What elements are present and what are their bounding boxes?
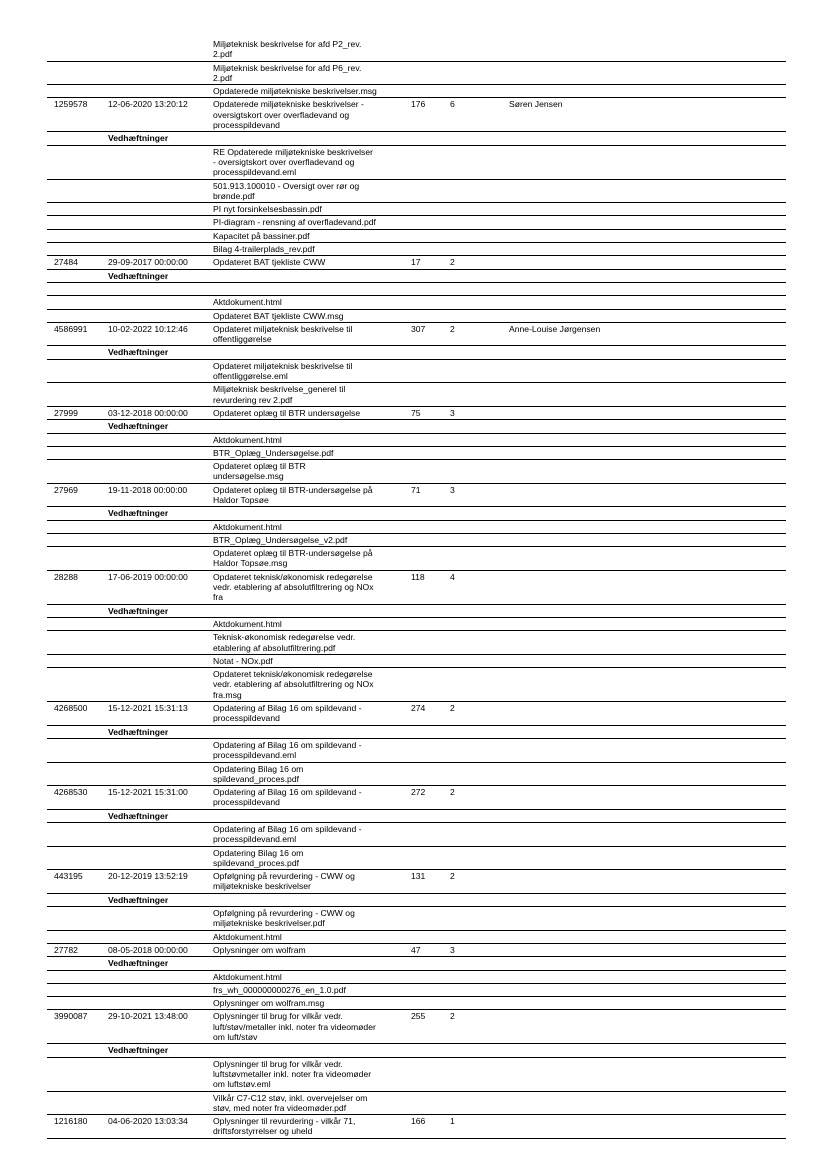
- attachment-filename: Opdatering af Bilag 16 om spildevand - processpildevand.eml: [213, 824, 362, 845]
- attachments-header-row: [47, 270, 786, 283]
- attachment-row: [47, 931, 786, 944]
- attachment-filename: Miljøteknisk beskrivelse for afd P2_rev. 2.pdf: [213, 39, 362, 60]
- document-id: 4268500: [54, 703, 88, 714]
- page-count: 307: [411, 323, 426, 334]
- attachment-row: [47, 243, 786, 256]
- attachments-header-row: [47, 726, 786, 739]
- attachment-filename: Opdateret oplæg til BTR-undersøgelse på Haldor Topsøe.msg: [213, 548, 373, 569]
- attachments-label: Vedhæftninger: [108, 810, 169, 821]
- case-officer: Anne-Louise Jørgensen: [509, 323, 601, 334]
- attachment-filename: Miljøteknisk beskrivelse_generel til revurdering rev 2.pdf: [213, 384, 346, 405]
- document-row: [47, 1115, 786, 1139]
- document-title: Opdateret BAT tjekliste CWW: [213, 257, 326, 268]
- attachments-label: Vedhæftninger: [108, 1045, 169, 1056]
- attachment-filename: PI nyt forsinkelsesbassin.pdf: [213, 204, 322, 215]
- attachment-filename: Opfølgning på revurdering - CWW og miljøtekniske beskrivelser.pdf: [213, 908, 355, 929]
- attachment-filename: Aktdokument.html: [213, 434, 282, 445]
- document-title: Opdateret oplæg til BTR undersøgelse: [213, 407, 361, 418]
- attachments-label: Vedhæftninger: [108, 605, 169, 616]
- attachments-label: Vedhæftninger: [108, 133, 169, 144]
- attachment-row: [47, 434, 786, 447]
- document-date: 15-12-2021 15:31:00: [108, 787, 188, 798]
- attachment-count: 2: [450, 1011, 455, 1022]
- attachment-filename: Oplysninger om wolfram.msg: [213, 998, 325, 1009]
- attachment-row: [47, 360, 786, 384]
- document-id: 443195: [54, 871, 83, 882]
- attachment-filename: Aktdokument.html: [213, 521, 282, 532]
- attachments-header-row: [47, 1044, 786, 1057]
- document-date: 15-12-2021 15:31:13: [108, 703, 188, 714]
- attachments-header-row: [47, 420, 786, 433]
- document-title: Oplysninger til revurdering - vilkår 71, driftsforstyrrelser og uheld: [213, 1116, 356, 1137]
- attachment-row: [47, 521, 786, 534]
- attachments-header-row: [47, 810, 786, 823]
- attachment-filename: Vilkår C7-C12 støv, inkl. overvejelser om støv, med noter fra videomøder.pdf: [213, 1092, 368, 1113]
- document-title: Oplysninger om wolfram: [213, 944, 306, 955]
- attachments-label: Vedhæftninger: [108, 421, 169, 432]
- document-date: 08-05-2018 00:00:00: [108, 944, 188, 955]
- attachment-count: 3: [450, 407, 455, 418]
- attachment-row: [47, 62, 786, 86]
- attachment-row: [47, 631, 786, 655]
- document-date: 19-11-2018 00:00:00: [108, 484, 188, 495]
- page-count: 118: [411, 571, 425, 582]
- document-id: 27782: [54, 944, 78, 955]
- attachment-row: [47, 180, 786, 204]
- attachments-label: Vedhæftninger: [108, 958, 169, 969]
- attachment-filename: BTR_Oplæg_Undersøgelse.pdf: [213, 447, 334, 458]
- attachment-row: [47, 85, 786, 98]
- page-count: 131: [411, 871, 426, 882]
- document-date: 17-06-2019 00:00:00: [108, 571, 188, 582]
- attachment-filename: Aktdokument.html: [213, 618, 282, 629]
- page-count: 75: [411, 407, 421, 418]
- attachment-filename: Opdatering Bilag 16 om spildevand_proces.pdf: [213, 763, 304, 784]
- document-title: Opdaterede miljøtekniske beskrivelser - oversigtskort over overfladevand og processpildevand: [213, 99, 364, 131]
- attachment-filename: BTR_Oplæg_Undersøgelse_v2.pdf: [213, 534, 348, 545]
- document-row: [47, 944, 786, 957]
- attachment-count: 2: [450, 871, 455, 882]
- attachment-filename: Aktdokument.html: [213, 931, 282, 942]
- attachment-row: [47, 823, 786, 847]
- attachment-filename: Oplysninger til brug for vilkår vedr. luftstøvmetaller inkl. noter fra videomøder om luftstøv.eml: [213, 1058, 372, 1090]
- attachment-row: [47, 847, 786, 871]
- attachment-row: [47, 460, 786, 484]
- case-officer: Søren Jensen: [509, 99, 563, 110]
- attachment-row: [47, 216, 786, 229]
- attachment-filename: Opdatering af Bilag 16 om spildevand - processpildevand.eml: [213, 739, 362, 761]
- attachment-filename: Opdatering Bilag 16 om spildevand_proces.pdf: [213, 847, 304, 868]
- attachment-filename: Bilag 4-trailerplads_rev.pdf: [213, 244, 315, 255]
- attachment-count: 4: [450, 571, 455, 582]
- attachment-filename: Opdateret oplæg til BTR undersøgelse.msg: [213, 461, 306, 482]
- document-row: [47, 484, 786, 508]
- attachment-filename: Aktdokument.html: [213, 971, 282, 982]
- document-row: [47, 407, 786, 420]
- attachment-filename: frs_wh_000000000276_en_1.0.pdf: [213, 984, 346, 995]
- document-id: 4586991: [54, 323, 88, 334]
- document-row: [47, 256, 786, 269]
- attachments-header-row: [47, 132, 786, 145]
- attachments-label: Vedhæftninger: [108, 726, 169, 737]
- attachment-filename: Notat - NOx.pdf: [213, 655, 273, 666]
- attachment-row: [47, 230, 786, 243]
- attachment-row: [47, 203, 786, 216]
- attachment-count: 3: [450, 944, 455, 955]
- attachment-row: [47, 146, 786, 180]
- document-date: 29-10-2021 13:48:00: [108, 1011, 188, 1022]
- attachment-row: [47, 547, 786, 571]
- attachment-row: [47, 907, 786, 931]
- page-count: 274: [411, 703, 426, 714]
- document-title: Opdatering af Bilag 16 om spildevand - processpildevand: [213, 787, 362, 808]
- page-count: 17: [411, 257, 421, 268]
- attachment-row: [47, 447, 786, 460]
- document-date: 10-02-2022 10:12:46: [108, 323, 188, 334]
- document-title: Opdateret teknisk/økonomisk redegørelse vedr. etablering af absolutfiltrering og NOx fra: [213, 571, 374, 603]
- attachment-filename: Opdateret miljøteknisk beskrivelse til offentliggørelse.eml: [213, 360, 353, 382]
- document-id: 4268530: [54, 787, 88, 798]
- attachment-row: [47, 984, 786, 997]
- document-table: [47, 38, 786, 1139]
- attachment-filename: Opdaterede miljøtekniske beskrivelser.msg: [213, 86, 377, 97]
- attachment-row: [47, 1092, 786, 1116]
- document-row: [47, 1010, 786, 1044]
- attachment-count: 3: [450, 484, 455, 495]
- page-count: 255: [411, 1011, 426, 1022]
- attachment-filename: 501.913.100010 - Oversigt over rør og brønde.pdf: [213, 180, 360, 201]
- attachment-row: [47, 296, 786, 309]
- attachment-row: [47, 763, 786, 787]
- attachment-count: 2: [450, 703, 455, 714]
- attachment-filename: Teknisk-økonomisk redegørelse vedr. etablering af absolutfiltrering.pdf: [213, 632, 356, 653]
- page-count: 176: [411, 99, 426, 110]
- document-title: Opdatering af Bilag 16 om spildevand - processpildevand: [213, 703, 362, 724]
- attachment-filename: Kapacitet på bassiner.pdf: [213, 230, 310, 241]
- attachment-filename: Miljøteknisk beskrivelse for afd P6_rev. 2.pdf: [213, 62, 362, 83]
- attachments-label: Vedhæftninger: [108, 347, 169, 358]
- attachment-row: [47, 739, 786, 763]
- document-date: 29-09-2017 00:00:00: [108, 257, 188, 268]
- attachments-label: Vedhæftninger: [108, 894, 169, 905]
- attachment-row: [47, 997, 786, 1010]
- document-title: Opdateret miljøteknisk beskrivelse til offentliggørelse: [213, 323, 353, 345]
- attachment-row: [47, 310, 786, 323]
- document-row: [47, 571, 786, 605]
- document-row: [47, 98, 786, 132]
- attachment-filename: Opdateret BAT tjekliste CWW.msg: [213, 310, 344, 321]
- document-id: 27969: [54, 484, 78, 495]
- attachments-header-row: [47, 346, 786, 359]
- attachment-row: [47, 1058, 786, 1092]
- attachments-header-row: [47, 605, 786, 618]
- attachment-row: [47, 283, 786, 296]
- attachment-count: 2: [450, 787, 455, 798]
- attachment-row: [47, 971, 786, 984]
- document-title: Opdateret oplæg til BTR-undersøgelse på Haldor Topsøe: [213, 484, 373, 505]
- document-date: 20-12-2019 13:52:19: [108, 871, 188, 882]
- attachment-row: [47, 534, 786, 547]
- document-id: 28288: [54, 571, 78, 582]
- attachment-filename: RE Opdaterede miljøtekniske beskrivelser - oversigtskort over overfladevand og processpildevand.eml: [213, 146, 373, 178]
- document-row: [47, 786, 786, 810]
- attachments-label: Vedhæftninger: [108, 270, 169, 281]
- attachment-row: [47, 383, 786, 407]
- attachment-count: 1: [450, 1116, 455, 1127]
- attachments-header-row: [47, 957, 786, 970]
- attachment-row: [47, 668, 786, 702]
- attachment-filename: Aktdokument.html: [213, 297, 282, 308]
- document-date: 04-06-2020 13:03:34: [108, 1116, 188, 1127]
- attachments-header-row: [47, 507, 786, 520]
- document-row: [47, 870, 786, 894]
- attachment-filename: Opdateret teknisk/økonomisk redegørelse vedr. etablering af absolutfiltrering og NOx fra.msg: [213, 669, 374, 700]
- attachment-row: [47, 38, 786, 62]
- page-count: 166: [411, 1116, 426, 1127]
- attachment-filename: PI-diagram - rensning af overfladevand.pdf: [213, 217, 376, 228]
- attachment-count: 2: [450, 257, 455, 268]
- attachment-row: [47, 618, 786, 631]
- document-title: Opfølgning på revurdering - CWW og miljøtekniske beskrivelser: [213, 871, 355, 892]
- attachments-label: Vedhæftninger: [108, 508, 169, 519]
- document-date: 12-06-2020 13:20:12: [108, 99, 188, 110]
- document-id: 27999: [54, 407, 78, 418]
- attachment-filename: [213, 284, 403, 294]
- page-count: 47: [411, 944, 421, 955]
- attachments-header-row: [47, 894, 786, 907]
- attachment-count: 6: [450, 99, 455, 110]
- document-id: 3990087: [54, 1011, 88, 1022]
- attachment-row: [47, 655, 786, 668]
- page-count: 272: [411, 787, 426, 798]
- attachment-count: 2: [450, 323, 455, 334]
- document-date: 03-12-2018 00:00:00: [108, 407, 188, 418]
- document-id: 27484: [54, 257, 78, 268]
- document-row: [47, 702, 786, 726]
- page-count: 71: [411, 484, 421, 495]
- document-id: 1259578: [54, 99, 88, 110]
- document-row: [47, 323, 786, 347]
- document-id: 1216180: [54, 1116, 88, 1127]
- document-title: Oplysninger til brug for vilkår vedr. luft/støv/metaller inkl. noter fra videomøder om luft/støv: [213, 1011, 376, 1043]
